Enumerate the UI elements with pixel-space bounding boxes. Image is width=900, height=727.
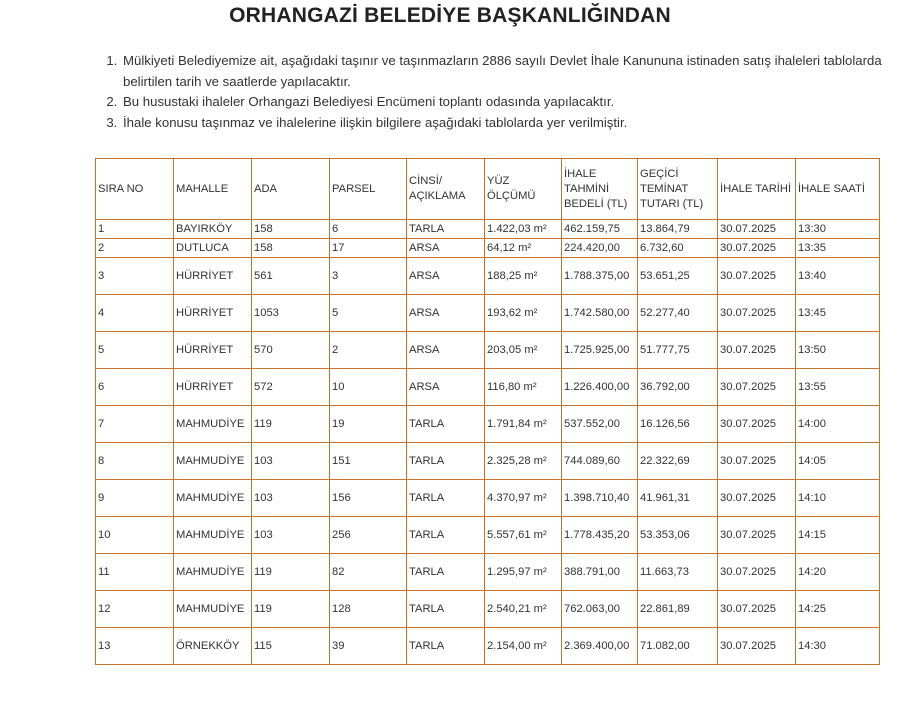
cell-ihale-tarihi: 30.07.2025: [718, 591, 796, 628]
cell-parsel: 6: [330, 220, 407, 239]
cell-gecici-teminat: 16.126,56: [638, 406, 718, 443]
cell-sira-no: 2: [96, 239, 174, 258]
table-row: [96, 591, 880, 628]
table-header-row: [96, 159, 880, 220]
cell-cinsi: ARSA: [407, 369, 485, 406]
cell-cinsi: TARLA: [407, 406, 485, 443]
cell-yuz-olcumu: 1.422,03 m²: [485, 220, 562, 239]
cell-cinsi: ARSA: [407, 239, 485, 258]
cell-mahalle: BAYIRKÖY: [174, 220, 252, 239]
cell-parsel: 2: [330, 332, 407, 369]
cell-yuz-olcumu: 2.540,21 m²: [485, 591, 562, 628]
cell-yuz-olcumu: 5.557,61 m²: [485, 517, 562, 554]
cell-gecici-teminat: 6.732,60: [638, 239, 718, 258]
cell-tahmini-bedel: 388.791,00: [562, 554, 638, 591]
cell-ihale-saati: 14:00: [796, 406, 880, 443]
cell-parsel: 82: [330, 554, 407, 591]
tender-table: [95, 158, 880, 665]
cell-mahalle: MAHMUDİYE: [174, 480, 252, 517]
cell-cinsi: TARLA: [407, 628, 485, 665]
table-row: [96, 220, 880, 239]
header-ihale-tarihi: İHALE TARİHİ: [718, 159, 796, 220]
cell-gecici-teminat: 71.082,00: [638, 628, 718, 665]
cell-gecici-teminat: 52.277,40: [638, 295, 718, 332]
cell-ada: 158: [252, 239, 330, 258]
cell-ada: 103: [252, 480, 330, 517]
header-yuz-olcumu: YÜZ ÖLÇÜMÜ: [485, 159, 562, 220]
cell-tahmini-bedel: 537.552,00: [562, 406, 638, 443]
cell-gecici-teminat: 53.353,06: [638, 517, 718, 554]
cell-ihale-saati: 13:35: [796, 239, 880, 258]
cell-sira-no: 11: [96, 554, 174, 591]
cell-gecici-teminat: 11.663,73: [638, 554, 718, 591]
table-row: [96, 295, 880, 332]
cell-tahmini-bedel: 1.725.925,00: [562, 332, 638, 369]
cell-ada: 570: [252, 332, 330, 369]
cell-ihale-saati: 14:30: [796, 628, 880, 665]
cell-gecici-teminat: 53.651,25: [638, 258, 718, 295]
cell-yuz-olcumu: 2.325,28 m²: [485, 443, 562, 480]
cell-yuz-olcumu: 1.791,84 m²: [485, 406, 562, 443]
cell-ihale-tarihi: 30.07.2025: [718, 295, 796, 332]
cell-cinsi: TARLA: [407, 220, 485, 239]
cell-cinsi: ARSA: [407, 258, 485, 295]
table-row: [96, 239, 880, 258]
cell-ada: 115: [252, 628, 330, 665]
cell-ihale-saati: 13:30: [796, 220, 880, 239]
table-row: [96, 332, 880, 369]
cell-parsel: 156: [330, 480, 407, 517]
cell-ihale-tarihi: 30.07.2025: [718, 332, 796, 369]
cell-ada: 119: [252, 406, 330, 443]
cell-mahalle: MAHMUDİYE: [174, 443, 252, 480]
cell-mahalle: HÜRRİYET: [174, 332, 252, 369]
header-tahmini-bedel: İHALE TAHMİNİ BEDELİ (TL): [562, 159, 638, 220]
cell-parsel: 17: [330, 239, 407, 258]
cell-ihale-tarihi: 30.07.2025: [718, 239, 796, 258]
cell-sira-no: 1: [96, 220, 174, 239]
cell-mahalle: MAHMUDİYE: [174, 517, 252, 554]
cell-gecici-teminat: 41.961,31: [638, 480, 718, 517]
cell-tahmini-bedel: 744.089,60: [562, 443, 638, 480]
cell-sira-no: 4: [96, 295, 174, 332]
table-row: [96, 406, 880, 443]
cell-ihale-saati: 13:50: [796, 332, 880, 369]
header-cinsi: CİNSİ/ AÇIKLAMA: [407, 159, 485, 220]
cell-ada: 561: [252, 258, 330, 295]
cell-ihale-saati: 14:10: [796, 480, 880, 517]
cell-yuz-olcumu: 64,12 m²: [485, 239, 562, 258]
cell-ihale-tarihi: 30.07.2025: [718, 258, 796, 295]
table-row: [96, 554, 880, 591]
header-gecici-teminat: GEÇİCİ TEMİNAT TUTARI (TL): [638, 159, 718, 220]
cell-gecici-teminat: 51.777,75: [638, 332, 718, 369]
cell-tahmini-bedel: 1.788.375,00: [562, 258, 638, 295]
cell-cinsi: ARSA: [407, 332, 485, 369]
intro-item-3: 3. İhale konusu taşınmaz ve ihalelerine ilişkin bilgilere aşağıdaki tablolarda yer verilmiştir.: [121, 113, 900, 134]
cell-ada: 119: [252, 554, 330, 591]
cell-yuz-olcumu: 2.154,00 m²: [485, 628, 562, 665]
cell-sira-no: 9: [96, 480, 174, 517]
cell-ihale-tarihi: 30.07.2025: [718, 517, 796, 554]
cell-parsel: 3: [330, 258, 407, 295]
cell-ada: 103: [252, 517, 330, 554]
cell-parsel: 19: [330, 406, 407, 443]
cell-ihale-tarihi: 30.07.2025: [718, 443, 796, 480]
cell-yuz-olcumu: 1.295,97 m²: [485, 554, 562, 591]
cell-parsel: 10: [330, 369, 407, 406]
cell-cinsi: TARLA: [407, 443, 485, 480]
header-ihale-saati: İHALE SAATİ: [796, 159, 880, 220]
table-row: [96, 258, 880, 295]
cell-gecici-teminat: 13.864,79: [638, 220, 718, 239]
cell-tahmini-bedel: 1.778.435,20: [562, 517, 638, 554]
cell-mahalle: ÖRNEKKÖY: [174, 628, 252, 665]
cell-tahmini-bedel: 224.420,00: [562, 239, 638, 258]
cell-ihale-tarihi: 30.07.2025: [718, 369, 796, 406]
cell-mahalle: HÜRRİYET: [174, 369, 252, 406]
header-mahalle: MAHALLE: [174, 159, 252, 220]
cell-sira-no: 5: [96, 332, 174, 369]
table-row: [96, 480, 880, 517]
cell-sira-no: 8: [96, 443, 174, 480]
intro-item-1: 1. Mülkiyeti Belediyemize ait, aşağıdaki taşınır ve taşınmazların 2886 sayılı Devlet İhale Kanununa istinaden satış ihaleleri tablolarda belirtilen tarih ve saatlerde yapılacaktır.: [121, 51, 900, 92]
cell-ihale-saati: 14:15: [796, 517, 880, 554]
cell-ihale-tarihi: 30.07.2025: [718, 406, 796, 443]
intro-item-2: 2. Bu husustaki ihaleler Orhangazi Belediyesi Encümeni toplantı odasında yapılacaktır.: [121, 92, 900, 113]
cell-gecici-teminat: 36.792,00: [638, 369, 718, 406]
cell-mahalle: HÜRRİYET: [174, 258, 252, 295]
cell-parsel: 39: [330, 628, 407, 665]
cell-sira-no: 6: [96, 369, 174, 406]
cell-tahmini-bedel: 462.159,75: [562, 220, 638, 239]
cell-ihale-saati: 14:05: [796, 443, 880, 480]
cell-ihale-tarihi: 30.07.2025: [718, 554, 796, 591]
cell-cinsi: TARLA: [407, 480, 485, 517]
cell-ada: 158: [252, 220, 330, 239]
cell-yuz-olcumu: 4.370,97 m²: [485, 480, 562, 517]
cell-ihale-tarihi: 30.07.2025: [718, 480, 796, 517]
cell-ihale-saati: 14:20: [796, 554, 880, 591]
cell-cinsi: TARLA: [407, 591, 485, 628]
table-row: [96, 517, 880, 554]
cell-ada: 119: [252, 591, 330, 628]
cell-sira-no: 3: [96, 258, 174, 295]
table-row: [96, 369, 880, 406]
cell-ihale-saati: 14:25: [796, 591, 880, 628]
cell-yuz-olcumu: 193,62 m²: [485, 295, 562, 332]
cell-yuz-olcumu: 188,25 m²: [485, 258, 562, 295]
header-sira-no: SIRA NO: [96, 159, 174, 220]
cell-mahalle: DUTLUCA: [174, 239, 252, 258]
cell-parsel: 5: [330, 295, 407, 332]
cell-mahalle: MAHMUDİYE: [174, 406, 252, 443]
cell-sira-no: 10: [96, 517, 174, 554]
cell-ihale-saati: 13:45: [796, 295, 880, 332]
header-ada: ADA: [252, 159, 330, 220]
cell-parsel: 151: [330, 443, 407, 480]
cell-cinsi: TARLA: [407, 517, 485, 554]
cell-mahalle: MAHMUDİYE: [174, 591, 252, 628]
cell-cinsi: ARSA: [407, 295, 485, 332]
cell-gecici-teminat: 22.322,69: [638, 443, 718, 480]
header-parsel: PARSEL: [330, 159, 407, 220]
cell-tahmini-bedel: 762.063,00: [562, 591, 638, 628]
cell-tahmini-bedel: 1.398.710,40: [562, 480, 638, 517]
cell-ihale-tarihi: 30.07.2025: [718, 628, 796, 665]
cell-ada: 103: [252, 443, 330, 480]
cell-mahalle: MAHMUDİYE: [174, 554, 252, 591]
page-title: ORHANGAZİ BELEDİYE BAŞKANLIĞINDAN: [229, 4, 671, 27]
cell-parsel: 256: [330, 517, 407, 554]
cell-ada: 572: [252, 369, 330, 406]
cell-tahmini-bedel: 1.226.400,00: [562, 369, 638, 406]
cell-tahmini-bedel: 2.369.400,00: [562, 628, 638, 665]
cell-sira-no: 12: [96, 591, 174, 628]
cell-cinsi: TARLA: [407, 554, 485, 591]
cell-ihale-saati: 13:40: [796, 258, 880, 295]
cell-ada: 1053: [252, 295, 330, 332]
cell-yuz-olcumu: 116,80 m²: [485, 369, 562, 406]
cell-sira-no: 7: [96, 406, 174, 443]
cell-parsel: 128: [330, 591, 407, 628]
cell-ihale-tarihi: 30.07.2025: [718, 220, 796, 239]
intro-list: [105, 51, 900, 133]
cell-yuz-olcumu: 203,05 m²: [485, 332, 562, 369]
table-row: [96, 443, 880, 480]
cell-sira-no: 13: [96, 628, 174, 665]
cell-mahalle: HÜRRİYET: [174, 295, 252, 332]
cell-ihale-saati: 13:55: [796, 369, 880, 406]
cell-tahmini-bedel: 1.742.580,00: [562, 295, 638, 332]
cell-gecici-teminat: 22.861,89: [638, 591, 718, 628]
table-row: [96, 628, 880, 665]
